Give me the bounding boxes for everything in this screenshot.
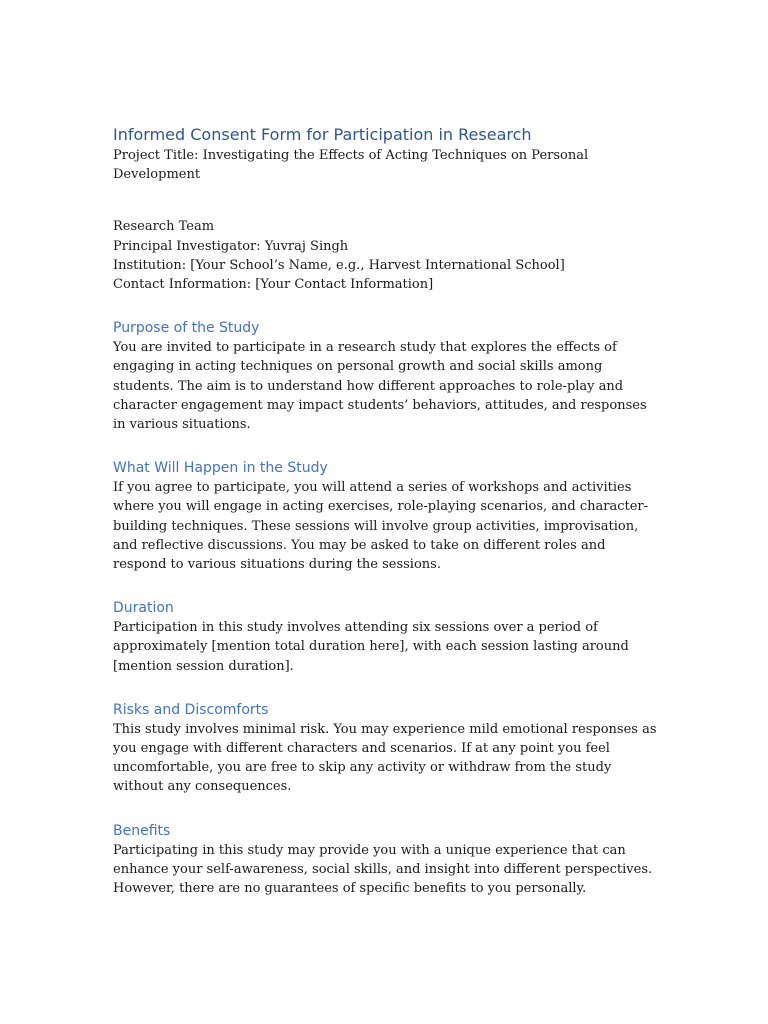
section-heading: Purpose of the Study xyxy=(113,320,260,337)
document-title: Informed Consent Form for Participation in Research xyxy=(113,125,532,144)
section-heading: Duration xyxy=(113,600,174,617)
contact-information: Contact Information: [Your Contact Information] xyxy=(113,277,434,293)
project-title: Project Title: Investigating the Effects of Acting Techniques on Personal Development xyxy=(113,148,589,183)
section-body: Participating in this study may provide you with a unique experience that can enhance your self-awareness, social skills, and insight into different perspectives. However, there are no guarantees of specific benefits to you personally. xyxy=(113,842,653,897)
section-body: You are invited to participate in a research study that explores the effects of engaging in acting techniques on personal growth and social skills among students. The aim is to understand how different approaches to role-play and character engagement may impact students’ behaviors, attitudes, and responses in various situations. xyxy=(113,340,647,433)
research-team-block xyxy=(113,217,658,294)
section-body: Participation in this study involves attending six sessions over a period of approximately [mention total duration here], with each session lasting around [mention session duration]. xyxy=(113,620,629,674)
section-purpose xyxy=(113,318,658,434)
principal-investigator: Principal Investigator: Yuvraj Singh xyxy=(113,238,349,254)
section-body: This study involves minimal risk. You may experience mild emotional responses as you engage with different characters and scenarios. If at any point you feel uncomfortable, you are free to skip any activity or withdraw from the study without any consequences. xyxy=(113,721,657,795)
section-heading: Benefits xyxy=(113,822,171,839)
section-risks xyxy=(113,700,658,797)
section-body: If you agree to participate, you will attend a series of workshops and activities where you will engage in acting exercises, role-playing scenarios, and character-building techniques. These sessions will involve group activities, improvisation, and reflective discussions. You may be asked to take on different roles and respond to various situations during the sessions. xyxy=(113,480,648,573)
research-team-heading: Research Team xyxy=(113,219,215,235)
section-benefits xyxy=(113,821,658,899)
document-page xyxy=(113,124,658,898)
section-what-will-happen xyxy=(113,458,658,574)
section-duration xyxy=(113,598,658,676)
section-heading: What Will Happen in the Study xyxy=(113,460,328,477)
section-heading: Risks and Discomforts xyxy=(113,701,269,718)
institution: Institution: [Your School’s Name, e.g., Harvest International School] xyxy=(113,257,565,273)
